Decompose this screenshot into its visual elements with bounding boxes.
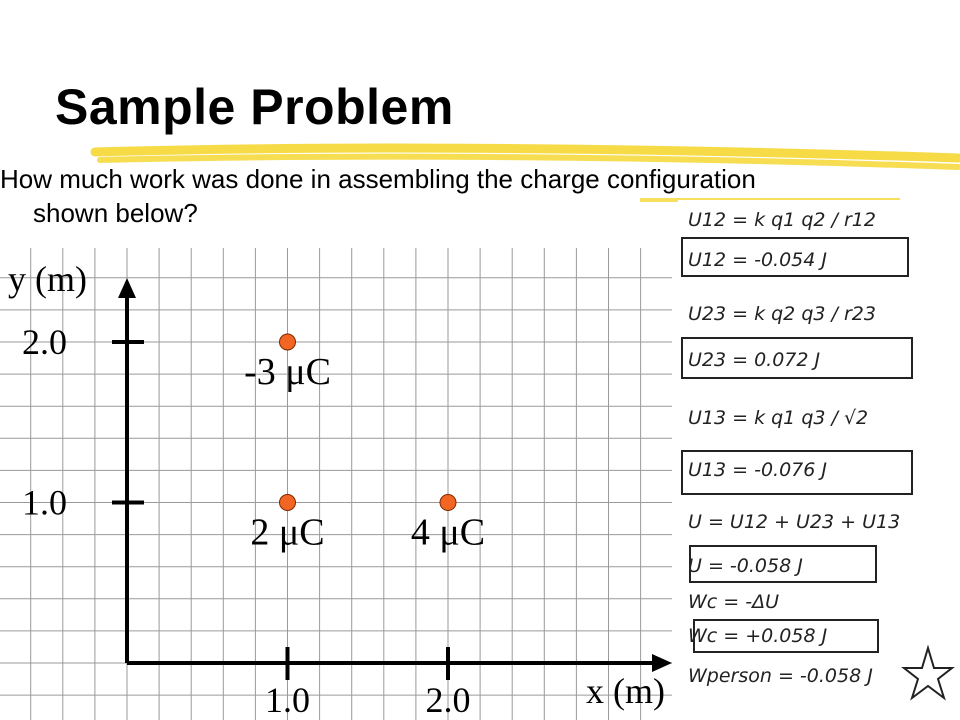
note-line: Wperson = -0.058 J	[688, 665, 873, 687]
note-line: U = -0.058 J	[688, 555, 803, 577]
x-tick-label: 1.0	[265, 680, 310, 720]
note-line: Wc = +0.058 J	[688, 625, 828, 647]
note-line: U12 = k q1 q2 / r12	[688, 209, 876, 231]
note-line: U13 = k q1 q3 / √2	[688, 407, 869, 429]
y-tick-label: 1.0	[22, 482, 67, 523]
x-tick-label: 2.0	[425, 680, 471, 720]
charge-label: 2 μC	[250, 511, 325, 554]
note-line: U13 = -0.076 J	[688, 459, 827, 481]
y-tick-label: 2.0	[22, 322, 67, 362]
question-line-1: How much work was done in assembling the charge configuration	[0, 164, 756, 194]
note-line: U12 = -0.054 J	[688, 249, 827, 271]
note-line: U23 = k q2 q3 / r23	[688, 303, 876, 325]
charge-label: -3 μC	[244, 351, 331, 393]
note-line: U23 = 0.072 J	[688, 349, 821, 371]
note-line: Wc = -ΔU	[688, 591, 779, 613]
y-axis-label: y (m)	[8, 259, 87, 299]
slide-title: Sample Problem	[55, 79, 454, 135]
x-axis-label: x (m)	[586, 671, 665, 711]
charge-label: 4 μC	[410, 511, 486, 554]
note-line: U = U12 + U23 + U13	[688, 511, 901, 533]
question-line-2: shown below?	[33, 198, 198, 228]
